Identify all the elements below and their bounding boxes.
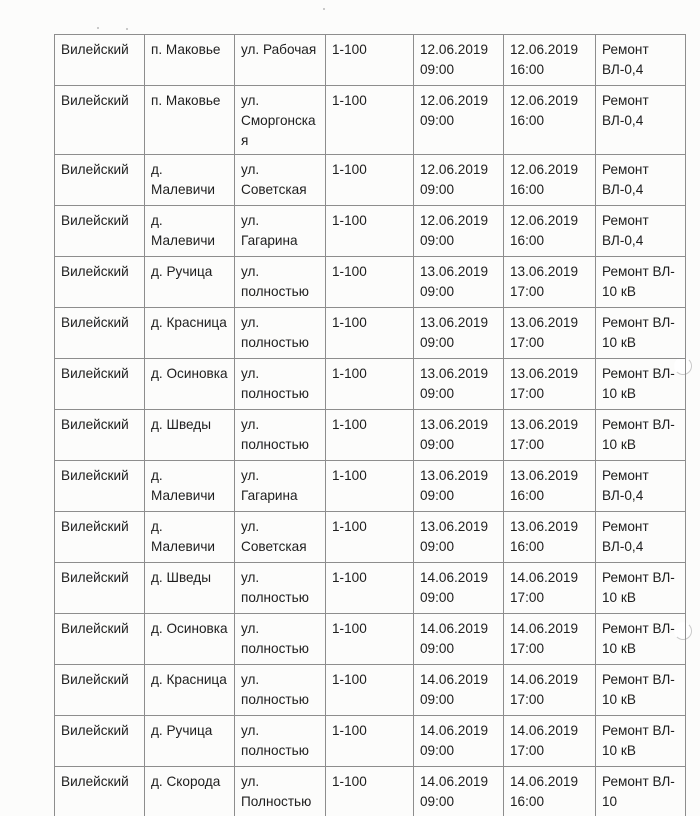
street-line: ул. (241, 315, 260, 330)
end-datetime-line: 13.06.2019 (510, 468, 579, 483)
reason-line: 10 кВ (602, 284, 636, 299)
start-datetime-line: 13.06.2019 (420, 468, 489, 483)
district-cell (55, 86, 145, 155)
end-datetime-line: 17:00 (510, 386, 545, 401)
houses-cell (326, 155, 414, 206)
table-row (55, 155, 686, 206)
end-datetime-line: 16:00 (510, 113, 545, 128)
start-datetime-line: 13.06.2019 (420, 315, 489, 330)
end-datetime-line: 16:00 (510, 62, 545, 77)
reason-line: Ремонт (602, 519, 649, 534)
houses-text: 1-100 (332, 621, 367, 636)
street-cell (235, 86, 326, 155)
locality-cell (145, 206, 235, 257)
reason-line: ВЛ-0,4 (602, 62, 644, 77)
street-line: ул. (241, 519, 260, 534)
start-datetime-line: 14.06.2019 (420, 621, 489, 636)
scan-speck (97, 27, 99, 29)
start-datetime-line: 14.06.2019 (420, 672, 489, 687)
locality-cell (145, 767, 235, 816)
end-datetime-line: 14.06.2019 (510, 723, 579, 738)
end-datetime-line: 16:00 (510, 233, 545, 248)
reason-cell (596, 665, 686, 716)
district-text: Вилейский (61, 570, 129, 585)
district-cell (55, 257, 145, 308)
reason-line: 10 кВ (602, 590, 636, 605)
street-line: полностью (241, 386, 309, 401)
start-datetime-line: 13.06.2019 (420, 417, 489, 432)
table-row (55, 767, 686, 816)
reason-cell (596, 614, 686, 665)
start-datetime-cell (414, 767, 504, 816)
end-datetime-line: 13.06.2019 (510, 264, 579, 279)
street-line: полностью (241, 335, 309, 350)
start-datetime-line: 09:00 (420, 743, 455, 758)
reason-line: Ремонт (602, 42, 649, 57)
street-cell (235, 461, 326, 512)
reason-cell (596, 308, 686, 359)
reason-line: Ремонт ВЛ- (602, 621, 675, 636)
locality-line: д. Ручица (151, 264, 213, 279)
locality-line: д. Осиновка (151, 366, 228, 381)
start-datetime-line: 09:00 (420, 437, 455, 452)
street-line: ул. (241, 723, 260, 738)
start-datetime-cell (414, 461, 504, 512)
start-datetime-cell (414, 665, 504, 716)
start-datetime-cell (414, 35, 504, 86)
district-cell (55, 410, 145, 461)
street-cell (235, 155, 326, 206)
reason-line: ВЛ-0,4 (602, 539, 644, 554)
end-datetime-cell (504, 563, 596, 614)
end-datetime-line: 12.06.2019 (510, 42, 579, 57)
street-line: Советская (241, 539, 307, 554)
end-datetime-cell (504, 308, 596, 359)
locality-cell (145, 257, 235, 308)
reason-line: Ремонт ВЛ- (602, 366, 675, 381)
district-text: Вилейский (61, 519, 129, 534)
reason-line: Ремонт ВЛ- (602, 774, 675, 789)
houses-text: 1-100 (332, 42, 367, 57)
start-datetime-line: 09:00 (420, 794, 455, 809)
start-datetime-line: 14.06.2019 (420, 570, 489, 585)
locality-cell (145, 563, 235, 614)
district-cell (55, 35, 145, 86)
start-datetime-line: 14.06.2019 (420, 774, 489, 789)
table-row (55, 359, 686, 410)
locality-cell (145, 86, 235, 155)
houses-text: 1-100 (332, 519, 367, 534)
street-line: Гагарина (241, 488, 298, 503)
district-text: Вилейский (61, 162, 129, 177)
end-datetime-line: 14.06.2019 (510, 570, 579, 585)
street-line: ул. (241, 570, 260, 585)
district-cell (55, 665, 145, 716)
reason-cell (596, 716, 686, 767)
district-text: Вилейский (61, 417, 129, 432)
street-line: ул. (241, 264, 260, 279)
district-text: Вилейский (61, 774, 129, 789)
district-cell (55, 512, 145, 563)
end-datetime-line: 12.06.2019 (510, 162, 579, 177)
start-datetime-line: 09:00 (420, 284, 455, 299)
reason-cell (596, 359, 686, 410)
reason-line: ВЛ-0,4 (602, 182, 644, 197)
reason-line: Ремонт ВЛ- (602, 672, 675, 687)
street-line: полностью (241, 437, 309, 452)
district-text: Вилейский (61, 42, 129, 57)
houses-cell (326, 614, 414, 665)
start-datetime-line: 09:00 (420, 641, 455, 656)
table-row (55, 563, 686, 614)
street-line: ул. (241, 468, 260, 483)
district-text: Вилейский (61, 672, 129, 687)
start-datetime-cell (414, 716, 504, 767)
start-datetime-line: 12.06.2019 (420, 93, 489, 108)
reason-line: Ремонт (602, 468, 649, 483)
houses-text: 1-100 (332, 468, 367, 483)
locality-line: п. Маковье (151, 93, 221, 108)
locality-cell (145, 665, 235, 716)
reason-line: 10 кВ (602, 743, 636, 758)
houses-text: 1-100 (332, 723, 367, 738)
houses-text: 1-100 (332, 162, 367, 177)
district-cell (55, 716, 145, 767)
houses-text: 1-100 (332, 417, 367, 432)
locality-cell (145, 512, 235, 563)
end-datetime-cell (504, 665, 596, 716)
reason-line: 10 кВ (602, 641, 636, 656)
street-cell (235, 35, 326, 86)
end-datetime-cell (504, 461, 596, 512)
end-datetime-cell (504, 155, 596, 206)
street-line: ул. (241, 213, 260, 228)
end-datetime-line: 14.06.2019 (510, 774, 579, 789)
district-text: Вилейский (61, 264, 129, 279)
end-datetime-cell (504, 410, 596, 461)
street-cell (235, 257, 326, 308)
street-cell (235, 308, 326, 359)
start-datetime-cell (414, 257, 504, 308)
houses-text: 1-100 (332, 774, 367, 789)
district-cell (55, 614, 145, 665)
start-datetime-line: 09:00 (420, 113, 455, 128)
reason-line: Ремонт (602, 93, 649, 108)
street-cell (235, 410, 326, 461)
houses-cell (326, 410, 414, 461)
locality-line: Малевичи (151, 182, 216, 197)
district-cell (55, 155, 145, 206)
locality-cell (145, 614, 235, 665)
reason-line: ВЛ-0,4 (602, 113, 644, 128)
table-row (55, 410, 686, 461)
end-datetime-line: 17:00 (510, 284, 545, 299)
street-cell (235, 614, 326, 665)
end-datetime-line: 16:00 (510, 182, 545, 197)
end-datetime-cell (504, 512, 596, 563)
table-row (55, 614, 686, 665)
street-line: Полностью (241, 794, 312, 809)
start-datetime-cell (414, 86, 504, 155)
reason-line: 10 кВ (602, 386, 636, 401)
locality-line: д. (151, 213, 163, 228)
locality-line: д. Шведы (151, 570, 211, 585)
end-datetime-line: 13.06.2019 (510, 417, 579, 432)
houses-cell (326, 716, 414, 767)
district-text: Вилейский (61, 621, 129, 636)
street-line: полностью (241, 590, 309, 605)
locality-line: д. Скорода (151, 774, 221, 789)
reason-line: Ремонт ВЛ- (602, 264, 675, 279)
table-row (55, 35, 686, 86)
reason-line: Ремонт ВЛ- (602, 315, 675, 330)
street-line: полностью (241, 692, 309, 707)
street-cell (235, 512, 326, 563)
end-datetime-line: 17:00 (510, 335, 545, 350)
reason-cell (596, 206, 686, 257)
locality-line: Малевичи (151, 539, 216, 554)
street-line: полностью (241, 641, 309, 656)
locality-line: п. Маковье (151, 42, 221, 57)
reason-line: Ремонт ВЛ- (602, 417, 675, 432)
end-datetime-line: 17:00 (510, 641, 545, 656)
end-datetime-line: 16:00 (510, 794, 545, 809)
start-datetime-cell (414, 308, 504, 359)
start-datetime-line: 13.06.2019 (420, 366, 489, 381)
street-line: ул. (241, 672, 260, 687)
locality-cell (145, 410, 235, 461)
table-row (55, 257, 686, 308)
houses-text: 1-100 (332, 672, 367, 687)
end-datetime-line: 17:00 (510, 692, 545, 707)
reason-cell (596, 86, 686, 155)
houses-cell (326, 665, 414, 716)
district-cell (55, 359, 145, 410)
start-datetime-line: 09:00 (420, 233, 455, 248)
reason-line: Ремонт ВЛ- (602, 723, 675, 738)
end-datetime-cell (504, 86, 596, 155)
street-cell (235, 206, 326, 257)
reason-line: Ремонт (602, 162, 649, 177)
houses-cell (326, 512, 414, 563)
start-datetime-cell (414, 512, 504, 563)
houses-cell (326, 206, 414, 257)
table-row (55, 86, 686, 155)
start-datetime-line: 09:00 (420, 539, 455, 554)
start-datetime-line: 12.06.2019 (420, 213, 489, 228)
houses-cell (326, 563, 414, 614)
street-line: полностью (241, 743, 309, 758)
street-cell (235, 716, 326, 767)
district-text: Вилейский (61, 366, 129, 381)
locality-cell (145, 359, 235, 410)
end-datetime-line: 14.06.2019 (510, 672, 579, 687)
end-datetime-cell (504, 716, 596, 767)
street-line: полностью (241, 284, 309, 299)
end-datetime-cell (504, 35, 596, 86)
end-datetime-line: 13.06.2019 (510, 315, 579, 330)
end-datetime-line: 17:00 (510, 590, 545, 605)
houses-text: 1-100 (332, 366, 367, 381)
houses-text: 1-100 (332, 315, 367, 330)
end-datetime-line: 16:00 (510, 539, 545, 554)
reason-cell (596, 461, 686, 512)
locality-line: д. Ручица (151, 723, 213, 738)
end-datetime-line: 13.06.2019 (510, 366, 579, 381)
start-datetime-line: 14.06.2019 (420, 723, 489, 738)
locality-cell (145, 155, 235, 206)
start-datetime-cell (414, 563, 504, 614)
street-cell (235, 767, 326, 816)
start-datetime-line: 09:00 (420, 182, 455, 197)
start-datetime-cell (414, 614, 504, 665)
start-datetime-cell (414, 155, 504, 206)
start-datetime-line: 09:00 (420, 488, 455, 503)
scan-speck (126, 28, 128, 30)
reason-line: Ремонт (602, 213, 649, 228)
start-datetime-line: 13.06.2019 (420, 519, 489, 534)
end-datetime-cell (504, 257, 596, 308)
locality-line: д. Шведы (151, 417, 211, 432)
locality-line: д. (151, 468, 163, 483)
reason-line: 10 кВ (602, 335, 636, 350)
houses-cell (326, 461, 414, 512)
start-datetime-line: 09:00 (420, 335, 455, 350)
locality-line: д. Красница (151, 672, 227, 687)
reason-cell (596, 512, 686, 563)
houses-cell (326, 359, 414, 410)
reason-line: ВЛ-0,4 (602, 488, 644, 503)
street-line: ул. Рабочая (241, 42, 317, 57)
locality-line: Малевичи (151, 233, 216, 248)
table-row (55, 665, 686, 716)
reason-line: ВЛ-0,4 (602, 233, 644, 248)
street-line: я (241, 133, 249, 148)
houses-cell (326, 308, 414, 359)
locality-line: д. Осиновка (151, 621, 228, 636)
houses-cell (326, 35, 414, 86)
reason-cell (596, 410, 686, 461)
houses-text: 1-100 (332, 213, 367, 228)
street-line: Советская (241, 182, 307, 197)
district-text: Вилейский (61, 213, 129, 228)
street-line: ул. (241, 774, 260, 789)
scan-speck (323, 8, 325, 10)
locality-cell (145, 308, 235, 359)
houses-cell (326, 767, 414, 816)
locality-line: д. (151, 519, 163, 534)
houses-text: 1-100 (332, 264, 367, 279)
reason-cell (596, 257, 686, 308)
start-datetime-line: 12.06.2019 (420, 162, 489, 177)
start-datetime-line: 09:00 (420, 590, 455, 605)
table-row (55, 512, 686, 563)
table-row (55, 461, 686, 512)
reason-cell (596, 563, 686, 614)
outage-schedule-table (54, 34, 686, 816)
street-line: Сморгонска (241, 113, 316, 128)
end-datetime-line: 12.06.2019 (510, 213, 579, 228)
district-text: Вилейский (61, 315, 129, 330)
district-cell (55, 206, 145, 257)
end-datetime-line: 17:00 (510, 437, 545, 452)
district-cell (55, 308, 145, 359)
street-line: ул. (241, 162, 260, 177)
reason-line: 10 кВ (602, 437, 636, 452)
reason-line: 10 (602, 794, 618, 809)
end-datetime-line: 16:00 (510, 488, 545, 503)
district-text: Вилейский (61, 468, 129, 483)
start-datetime-line: 12.06.2019 (420, 42, 489, 57)
end-datetime-cell (504, 359, 596, 410)
street-line: Гагарина (241, 233, 298, 248)
start-datetime-line: 13.06.2019 (420, 264, 489, 279)
locality-cell (145, 35, 235, 86)
street-line: ул. (241, 621, 260, 636)
locality-line: д. (151, 162, 163, 177)
street-line: ул. (241, 93, 260, 108)
end-datetime-line: 12.06.2019 (510, 93, 579, 108)
district-cell (55, 767, 145, 816)
start-datetime-cell (414, 359, 504, 410)
end-datetime-cell (504, 767, 596, 816)
end-datetime-line: 14.06.2019 (510, 621, 579, 636)
start-datetime-line: 09:00 (420, 62, 455, 77)
start-datetime-line: 09:00 (420, 692, 455, 707)
start-datetime-cell (414, 206, 504, 257)
houses-cell (326, 257, 414, 308)
locality-cell (145, 461, 235, 512)
reason-line: Ремонт ВЛ- (602, 570, 675, 585)
street-line: ул. (241, 366, 260, 381)
district-cell (55, 461, 145, 512)
table-body (55, 35, 686, 816)
street-cell (235, 359, 326, 410)
end-datetime-cell (504, 206, 596, 257)
reason-line: 10 кВ (602, 692, 636, 707)
reason-cell (596, 35, 686, 86)
table-row (55, 716, 686, 767)
street-cell (235, 665, 326, 716)
start-datetime-line: 09:00 (420, 386, 455, 401)
houses-text: 1-100 (332, 93, 367, 108)
reason-cell (596, 767, 686, 816)
end-datetime-cell (504, 614, 596, 665)
locality-line: д. Красница (151, 315, 227, 330)
houses-cell (326, 86, 414, 155)
start-datetime-cell (414, 410, 504, 461)
locality-line: Малевичи (151, 488, 216, 503)
table-row (55, 206, 686, 257)
table-row (55, 308, 686, 359)
end-datetime-line: 13.06.2019 (510, 519, 579, 534)
end-datetime-line: 17:00 (510, 743, 545, 758)
locality-cell (145, 716, 235, 767)
houses-text: 1-100 (332, 570, 367, 585)
street-line: ул. (241, 417, 260, 432)
district-text: Вилейский (61, 93, 129, 108)
reason-cell (596, 155, 686, 206)
street-cell (235, 563, 326, 614)
district-text: Вилейский (61, 723, 129, 738)
district-cell (55, 563, 145, 614)
